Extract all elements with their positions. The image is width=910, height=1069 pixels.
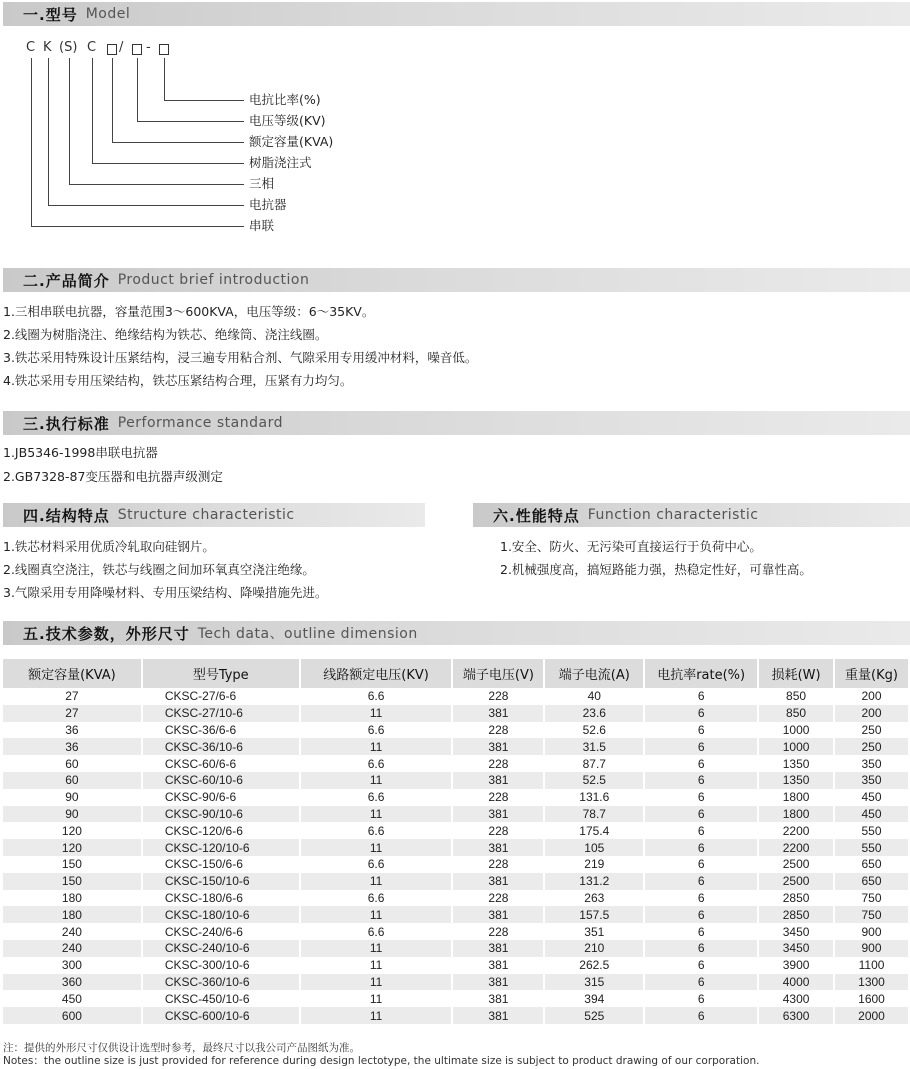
table-cell: 6 bbox=[644, 839, 758, 856]
table-body bbox=[3, 688, 909, 1024]
table-cell: 120 bbox=[3, 839, 142, 856]
intro-item: 1.三相串联电抗器，容量范围3～600KVA，电压等级：6～35KV。 bbox=[3, 304, 375, 319]
note-cn: 注：提供的外形尺寸仅供设计选型时参考，最终尺寸以我公司产品图纸为准。 bbox=[3, 1042, 360, 1054]
table-cell: 52.6 bbox=[544, 722, 644, 739]
table-header-row bbox=[3, 659, 909, 688]
table-cell: 11 bbox=[300, 957, 453, 974]
table-cell: 394 bbox=[544, 990, 644, 1007]
table-cell: 6 bbox=[644, 906, 758, 923]
table-row bbox=[3, 806, 909, 823]
table-cell: 381 bbox=[452, 1007, 544, 1024]
table-cell: 228 bbox=[452, 789, 544, 806]
table-cell: 1100 bbox=[834, 957, 909, 974]
section-title-en: Performance standard bbox=[117, 415, 283, 431]
table-cell: 2850 bbox=[758, 890, 834, 907]
col-header-weight: 重量(Kg) bbox=[834, 659, 909, 688]
section-title-cn: 五.技术参数，外形尺寸 bbox=[23, 624, 190, 643]
table-cell: 6 bbox=[644, 688, 758, 705]
table-cell: 250 bbox=[834, 722, 909, 739]
table-cell: 381 bbox=[452, 940, 544, 957]
table-cell: CKSC-120/6-6 bbox=[142, 822, 300, 839]
table-cell: CKSC-450/10-6 bbox=[142, 990, 300, 1007]
table-cell: 11 bbox=[300, 738, 453, 755]
table-cell: 78.7 bbox=[544, 806, 644, 823]
table-cell: 1350 bbox=[758, 772, 834, 789]
col-header-reactance-rate: 电抗率rate(%) bbox=[644, 659, 758, 688]
leader-line bbox=[48, 205, 244, 206]
table-cell: 150 bbox=[3, 856, 142, 873]
table-cell: 6 bbox=[644, 722, 758, 739]
table-cell: 900 bbox=[834, 923, 909, 940]
table-cell: 850 bbox=[758, 688, 834, 705]
caption-resin-cast: 树脂浇注式 bbox=[249, 155, 312, 170]
structure-list bbox=[3, 535, 327, 604]
table-cell: 750 bbox=[834, 906, 909, 923]
leader-line bbox=[31, 226, 244, 227]
table-row bbox=[3, 738, 909, 755]
table-cell: 6.6 bbox=[300, 688, 453, 705]
table-cell: 131.6 bbox=[544, 789, 644, 806]
table-cell: 175.4 bbox=[544, 822, 644, 839]
section-title-en: Model bbox=[85, 6, 131, 22]
table-cell: 900 bbox=[834, 940, 909, 957]
table-row bbox=[3, 940, 909, 957]
table-cell: 11 bbox=[300, 873, 453, 890]
table-cell: 6 bbox=[644, 1007, 758, 1024]
table-cell: 228 bbox=[452, 755, 544, 772]
leader-line bbox=[92, 163, 244, 164]
table-cell: CKSC-90/6-6 bbox=[142, 789, 300, 806]
code-char-slash: / bbox=[119, 40, 124, 55]
table-cell: 300 bbox=[3, 957, 142, 974]
table-cell: CKSC-180/10-6 bbox=[142, 906, 300, 923]
code-char-c: C bbox=[26, 40, 36, 55]
table-row bbox=[3, 772, 909, 789]
table-cell: 228 bbox=[452, 688, 544, 705]
table-cell: 210 bbox=[544, 940, 644, 957]
leader-line bbox=[92, 62, 93, 163]
table-cell: 23.6 bbox=[544, 705, 644, 722]
table-cell: 11 bbox=[300, 906, 453, 923]
intro-item: 3.铁芯采用特殊设计压紧结构，浸三遍专用粘合剂、气隙采用专用缓冲材料，噪音低。 bbox=[3, 350, 478, 365]
col-header-terminal-voltage: 端子电压(V) bbox=[452, 659, 544, 688]
table-row bbox=[3, 705, 909, 722]
table-cell: 1300 bbox=[834, 974, 909, 991]
table-row bbox=[3, 990, 909, 1007]
table-cell: 6.6 bbox=[300, 822, 453, 839]
leader-line bbox=[69, 184, 244, 185]
table-cell: CKSC-60/6-6 bbox=[142, 755, 300, 772]
table-cell: 240 bbox=[3, 940, 142, 957]
function-item: 2.机械强度高，搞短路能力强，热稳定性好，可靠性高。 bbox=[500, 562, 812, 577]
table-cell: 52.5 bbox=[544, 772, 644, 789]
table-cell: 36 bbox=[3, 738, 142, 755]
table-cell: 6.6 bbox=[300, 856, 453, 873]
section-intro-header bbox=[3, 268, 910, 292]
col-header-type: 型号Type bbox=[142, 659, 300, 688]
table-cell: 2850 bbox=[758, 906, 834, 923]
table-cell: 6.6 bbox=[300, 755, 453, 772]
table-cell: CKSC-36/6-6 bbox=[142, 722, 300, 739]
table-cell: 6 bbox=[644, 856, 758, 873]
section-title-cn: 六.性能特点 bbox=[493, 506, 580, 525]
table-row bbox=[3, 923, 909, 940]
table-cell: 262.5 bbox=[544, 957, 644, 974]
table-cell: 350 bbox=[834, 755, 909, 772]
caption-rated-capacity: 额定容量(KVA) bbox=[249, 134, 334, 149]
table-cell: 6 bbox=[644, 990, 758, 1007]
table-cell: 31.5 bbox=[544, 738, 644, 755]
section-tech-header bbox=[3, 621, 910, 645]
section-title-cn: 二.产品简介 bbox=[23, 271, 110, 290]
code-char-s: (S) bbox=[59, 40, 78, 55]
table-cell: 2200 bbox=[758, 839, 834, 856]
table-cell: CKSC-300/10-6 bbox=[142, 957, 300, 974]
table-row bbox=[3, 906, 909, 923]
table-cell: 40 bbox=[544, 688, 644, 705]
table-cell: 180 bbox=[3, 890, 142, 907]
table-cell: 3450 bbox=[758, 923, 834, 940]
table-cell: 4000 bbox=[758, 974, 834, 991]
table-cell: 3450 bbox=[758, 940, 834, 957]
table-row bbox=[3, 839, 909, 856]
table-cell: 60 bbox=[3, 772, 142, 789]
table-cell: 381 bbox=[452, 906, 544, 923]
leader-line bbox=[164, 62, 165, 100]
table-cell: 381 bbox=[452, 873, 544, 890]
table-cell: 450 bbox=[3, 990, 142, 1007]
leader-line bbox=[112, 62, 113, 142]
table-row bbox=[3, 1007, 909, 1024]
table-cell: 6 bbox=[644, 873, 758, 890]
section-title-en: Function characteristic bbox=[587, 507, 759, 523]
table-cell: 381 bbox=[452, 772, 544, 789]
table-cell: CKSC-150/10-6 bbox=[142, 873, 300, 890]
table-cell: 1000 bbox=[758, 738, 834, 755]
table-cell: 2500 bbox=[758, 873, 834, 890]
table-cell: CKSC-27/6-6 bbox=[142, 688, 300, 705]
leader-line bbox=[31, 62, 32, 226]
table-cell: 228 bbox=[452, 890, 544, 907]
leader-line bbox=[137, 62, 138, 121]
table-cell: 2500 bbox=[758, 856, 834, 873]
table-row bbox=[3, 822, 909, 839]
table-cell: 90 bbox=[3, 789, 142, 806]
table-cell: 350 bbox=[834, 772, 909, 789]
table-row bbox=[3, 755, 909, 772]
table-cell: 6 bbox=[644, 940, 758, 957]
table-cell: 11 bbox=[300, 990, 453, 1007]
table-cell: 1800 bbox=[758, 806, 834, 823]
table-cell: 2000 bbox=[834, 1007, 909, 1024]
table-cell: 11 bbox=[300, 940, 453, 957]
section-title-en: Structure characteristic bbox=[117, 507, 295, 523]
table-cell: 650 bbox=[834, 873, 909, 890]
table-cell: 6 bbox=[644, 923, 758, 940]
section-model-header bbox=[3, 2, 910, 26]
intro-item: 2.线圈为树脂浇注、绝缘结构为铁芯、绝缘筒、浇注线圈。 bbox=[3, 327, 328, 342]
leader-line bbox=[112, 142, 244, 143]
table-cell: 351 bbox=[544, 923, 644, 940]
table-cell: CKSC-120/10-6 bbox=[142, 839, 300, 856]
leader-line bbox=[164, 100, 244, 101]
table-cell: CKSC-240/10-6 bbox=[142, 940, 300, 957]
table-cell: CKSC-27/10-6 bbox=[142, 705, 300, 722]
table-cell: 6 bbox=[644, 705, 758, 722]
table-cell: 11 bbox=[300, 772, 453, 789]
col-header-terminal-current: 端子电流(A) bbox=[544, 659, 644, 688]
table-row bbox=[3, 688, 909, 705]
standard-list bbox=[3, 441, 223, 488]
intro-list bbox=[3, 300, 477, 392]
table-cell: 6 bbox=[644, 755, 758, 772]
leader-line bbox=[69, 62, 70, 184]
table-cell: 120 bbox=[3, 822, 142, 839]
table-cell: CKSC-360/10-6 bbox=[142, 974, 300, 991]
table-cell: 6 bbox=[644, 789, 758, 806]
table-cell: 250 bbox=[834, 738, 909, 755]
tech-data-table bbox=[3, 659, 910, 1024]
table-cell: 525 bbox=[544, 1007, 644, 1024]
table-cell: 228 bbox=[452, 923, 544, 940]
section-standard-header bbox=[3, 411, 910, 435]
table-cell: 381 bbox=[452, 974, 544, 991]
table-cell: 228 bbox=[452, 856, 544, 873]
table-cell: CKSC-90/10-6 bbox=[142, 806, 300, 823]
table-row bbox=[3, 856, 909, 873]
table-cell: 200 bbox=[834, 688, 909, 705]
table-cell: 60 bbox=[3, 755, 142, 772]
table-cell: 6.6 bbox=[300, 722, 453, 739]
table-cell: 450 bbox=[834, 789, 909, 806]
table-cell: 6 bbox=[644, 806, 758, 823]
function-list bbox=[500, 535, 812, 581]
table-cell: 381 bbox=[452, 738, 544, 755]
caption-series: 串联 bbox=[249, 218, 275, 233]
structure-item: 1.铁芯材料采用优质冷轧取向硅钢片。 bbox=[3, 539, 215, 554]
table-cell: 131.2 bbox=[544, 873, 644, 890]
table-cell: 550 bbox=[834, 839, 909, 856]
table-cell: 6.6 bbox=[300, 789, 453, 806]
leader-line bbox=[137, 121, 244, 122]
table-row bbox=[3, 722, 909, 739]
caption-reactor: 电抗器 bbox=[249, 197, 287, 212]
code-char-k: K bbox=[43, 40, 52, 55]
table-cell: 90 bbox=[3, 806, 142, 823]
section-structure-header bbox=[3, 503, 425, 527]
table-cell: 381 bbox=[452, 990, 544, 1007]
section-title-cn: 三.执行标准 bbox=[23, 414, 110, 433]
table-cell: 6 bbox=[644, 890, 758, 907]
table-cell: 750 bbox=[834, 890, 909, 907]
table-cell: 27 bbox=[3, 705, 142, 722]
table-cell: 6 bbox=[644, 957, 758, 974]
col-header-line-voltage: 线路额定电压(KV) bbox=[300, 659, 453, 688]
table-cell: 11 bbox=[300, 839, 453, 856]
col-header-loss: 损耗(W) bbox=[758, 659, 834, 688]
table-cell: 11 bbox=[300, 974, 453, 991]
table-cell: 36 bbox=[3, 722, 142, 739]
table-cell: 4300 bbox=[758, 990, 834, 1007]
table-cell: 6 bbox=[644, 822, 758, 839]
structure-item: 3.气隙采用专用降噪材料、专用压梁结构、降噪措施先进。 bbox=[3, 585, 328, 600]
caption-voltage-level: 电压等级(KV) bbox=[249, 113, 326, 128]
table-cell: 180 bbox=[3, 906, 142, 923]
table-cell: 360 bbox=[3, 974, 142, 991]
table-cell: CKSC-36/10-6 bbox=[142, 738, 300, 755]
table-cell: 1600 bbox=[834, 990, 909, 1007]
table-cell: 11 bbox=[300, 1007, 453, 1024]
note-en: Notes：the outline size is just provided for reference during design lectotype, the ultimate size is subject to product drawing of our corporation. bbox=[3, 1055, 760, 1067]
table-cell: 6.6 bbox=[300, 890, 453, 907]
table-cell: 1350 bbox=[758, 755, 834, 772]
table-cell: 157.5 bbox=[544, 906, 644, 923]
structure-item: 2.线圈真空浇注，铁芯与线圈之间加环氧真空浇注绝缘。 bbox=[3, 562, 315, 577]
table-cell: 550 bbox=[834, 822, 909, 839]
caption-reactance-rate: 电抗比率(%) bbox=[249, 92, 321, 107]
table-cell: 2200 bbox=[758, 822, 834, 839]
table-cell: 105 bbox=[544, 839, 644, 856]
code-box-capacity bbox=[107, 44, 117, 55]
table-cell: 150 bbox=[3, 873, 142, 890]
section-title-cn: 一.型号 bbox=[23, 5, 78, 24]
table-row bbox=[3, 890, 909, 907]
table-cell: 200 bbox=[834, 705, 909, 722]
table-cell: CKSC-180/6-6 bbox=[142, 890, 300, 907]
table-cell: 263 bbox=[544, 890, 644, 907]
table-cell: CKSC-150/6-6 bbox=[142, 856, 300, 873]
table-cell: 11 bbox=[300, 705, 453, 722]
table-cell: 650 bbox=[834, 856, 909, 873]
table-cell: 228 bbox=[452, 822, 544, 839]
code-char-c2: C bbox=[87, 40, 97, 55]
table-cell: 381 bbox=[452, 705, 544, 722]
table-cell: 6.6 bbox=[300, 923, 453, 940]
table-row bbox=[3, 957, 909, 974]
section-function-header bbox=[473, 503, 910, 527]
table-cell: 850 bbox=[758, 705, 834, 722]
table-cell: 6 bbox=[644, 974, 758, 991]
table-cell: 381 bbox=[452, 957, 544, 974]
table-cell: 219 bbox=[544, 856, 644, 873]
caption-three-phase: 三相 bbox=[249, 176, 275, 191]
table-cell: 240 bbox=[3, 923, 142, 940]
table-cell: 27 bbox=[3, 688, 142, 705]
table-cell: 381 bbox=[452, 806, 544, 823]
table-cell: 1800 bbox=[758, 789, 834, 806]
table-cell: CKSC-240/6-6 bbox=[142, 923, 300, 940]
table-cell: 6 bbox=[644, 772, 758, 789]
table-cell: 3900 bbox=[758, 957, 834, 974]
code-box-voltage bbox=[132, 44, 142, 55]
table-cell: 6300 bbox=[758, 1007, 834, 1024]
section-title-en: Product brief introduction bbox=[117, 272, 310, 288]
table-cell: 228 bbox=[452, 722, 544, 739]
code-char-dash: - bbox=[146, 40, 151, 55]
table-row bbox=[3, 789, 909, 806]
table-cell: 450 bbox=[834, 806, 909, 823]
section-title-cn: 四.结构特点 bbox=[23, 506, 110, 525]
code-box-rate bbox=[159, 44, 169, 55]
function-item: 1.安全、防火、无污染可直接运行于负荷中心。 bbox=[500, 539, 762, 554]
standard-item: 2.GB7328-87变压器和电抗器声级测定 bbox=[3, 469, 223, 484]
table-cell: 600 bbox=[3, 1007, 142, 1024]
table-cell: 1000 bbox=[758, 722, 834, 739]
intro-item: 4.铁芯采用专用压梁结构，铁芯压紧结构合理，压紧有力均匀。 bbox=[3, 373, 353, 388]
table-row bbox=[3, 873, 909, 890]
table-cell: 315 bbox=[544, 974, 644, 991]
leader-line bbox=[48, 62, 49, 205]
table-cell: 6 bbox=[644, 738, 758, 755]
table-cell: 381 bbox=[452, 839, 544, 856]
table-row bbox=[3, 974, 909, 991]
table-cell: 87.7 bbox=[544, 755, 644, 772]
standard-item: 1.JB5346-1998串联电抗器 bbox=[3, 445, 158, 460]
section-title-en: Tech data、outline dimension bbox=[197, 626, 418, 642]
table-cell: CKSC-600/10-6 bbox=[142, 1007, 300, 1024]
col-header-capacity: 额定容量(KVA) bbox=[3, 659, 142, 688]
table-cell: CKSC-60/10-6 bbox=[142, 772, 300, 789]
table-cell: 11 bbox=[300, 806, 453, 823]
